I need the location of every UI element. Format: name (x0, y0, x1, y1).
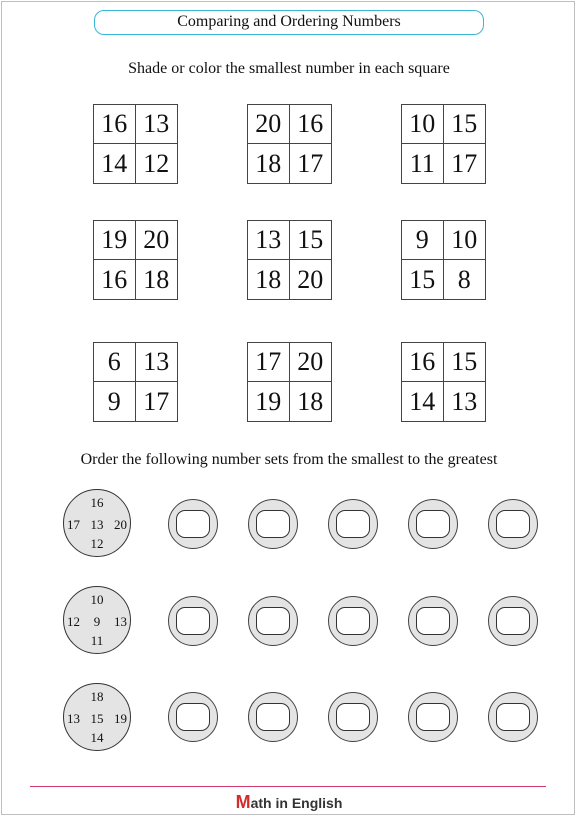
number-square (247, 104, 332, 184)
square-cell[interactable]: 15 (402, 260, 444, 299)
number-square (247, 220, 332, 300)
answer-ring (248, 692, 298, 742)
square-cell[interactable]: 9 (402, 221, 444, 260)
number-set-circle (63, 586, 131, 654)
square-cell[interactable]: 19 (94, 221, 136, 260)
number-square (401, 342, 486, 422)
answer-slot[interactable] (256, 510, 290, 538)
square-cell[interactable]: 10 (402, 105, 444, 144)
square-cell[interactable]: 18 (297, 386, 324, 416)
answer-ring (408, 499, 458, 549)
instruction-shade: Shade or color the smallest number in each square (128, 60, 450, 77)
answer-slot[interactable] (336, 607, 370, 635)
answer-ring (328, 499, 378, 549)
square-cell[interactable]: 16 (290, 105, 332, 144)
answer-slot[interactable] (496, 703, 530, 731)
set-number: 12 (67, 614, 80, 629)
square-cell[interactable]: 13 (136, 105, 178, 144)
instruction-order: Order the following number sets from the smallest to the greatest (80, 451, 498, 468)
answer-ring (168, 692, 218, 742)
number-square (401, 104, 486, 184)
square-cell[interactable]: 18 (248, 144, 290, 183)
number-square (93, 342, 178, 422)
answer-ring (168, 596, 218, 646)
number-square (247, 342, 332, 422)
answer-slot[interactable] (176, 510, 210, 538)
answer-ring (328, 692, 378, 742)
number-square (401, 220, 486, 300)
number-set-circle (63, 683, 131, 751)
square-cell[interactable]: 15 (290, 221, 332, 260)
square-cell[interactable]: 17 (297, 148, 324, 178)
answer-slot[interactable] (256, 703, 290, 731)
set-number: 19 (114, 711, 127, 726)
set-number: 11 (90, 633, 104, 648)
number-set-circle (63, 489, 131, 557)
square-cell[interactable]: 20 (136, 221, 178, 260)
square-cell[interactable]: 15 (444, 343, 486, 382)
square-cell[interactable]: 17 (248, 343, 290, 382)
set-number: 14 (90, 730, 104, 745)
square-cell[interactable]: 14 (94, 144, 136, 183)
square-cell[interactable]: 11 (402, 144, 444, 183)
answer-ring (168, 499, 218, 549)
answer-ring (328, 596, 378, 646)
square-cell[interactable]: 14 (402, 382, 444, 421)
answer-slot[interactable] (256, 607, 290, 635)
square-cell[interactable]: 16 (94, 260, 136, 299)
set-number: 15 (90, 711, 104, 726)
answer-slot[interactable] (336, 703, 370, 731)
answer-ring (488, 692, 538, 742)
square-cell[interactable]: 16 (402, 343, 444, 382)
answer-ring (408, 692, 458, 742)
answer-slot[interactable] (336, 510, 370, 538)
answer-slot[interactable] (496, 510, 530, 538)
set-number: 16 (90, 495, 104, 510)
answer-ring (488, 596, 538, 646)
square-cell[interactable]: 13 (136, 343, 178, 382)
answer-slot[interactable] (416, 510, 450, 538)
square-cell[interactable]: 6 (94, 343, 136, 382)
set-number: 9 (93, 614, 101, 629)
number-square (93, 104, 178, 184)
site-logo[interactable] (0, 792, 578, 813)
square-cell[interactable]: 8 (457, 264, 471, 294)
number-square (93, 220, 178, 300)
set-number: 18 (90, 689, 104, 704)
square-cell[interactable]: 13 (451, 386, 478, 416)
answer-slot[interactable] (416, 703, 450, 731)
square-cell[interactable]: 20 (290, 343, 332, 382)
square-cell[interactable]: 10 (444, 221, 486, 260)
answer-slot[interactable] (416, 607, 450, 635)
footer-divider (30, 786, 546, 787)
set-number: 13 (67, 711, 80, 726)
logo-letter: M (235, 792, 251, 812)
answer-slot[interactable] (176, 703, 210, 731)
square-cell[interactable]: 20 (248, 105, 290, 144)
page-title: Comparing and Ordering Numbers (94, 10, 484, 35)
square-cell[interactable]: 9 (94, 382, 136, 421)
set-number: 13 (90, 517, 104, 532)
set-number: 10 (90, 592, 104, 607)
square-cell[interactable]: 18 (143, 264, 170, 294)
set-number: 12 (90, 536, 104, 551)
set-number: 17 (67, 517, 80, 532)
square-cell[interactable]: 17 (143, 386, 170, 416)
square-cell[interactable]: 13 (248, 221, 290, 260)
logo-text: ath in English (250, 795, 343, 811)
answer-slot[interactable] (176, 607, 210, 635)
square-cell[interactable]: 17 (451, 148, 478, 178)
square-cell[interactable]: 19 (248, 382, 290, 421)
square-cell[interactable]: 20 (297, 264, 324, 294)
answer-ring (408, 596, 458, 646)
square-cell[interactable]: 16 (94, 105, 136, 144)
set-number: 13 (114, 614, 127, 629)
answer-ring (248, 596, 298, 646)
set-number: 20 (114, 517, 127, 532)
answer-slot[interactable] (496, 607, 530, 635)
square-cell[interactable]: 12 (143, 148, 170, 178)
square-cell[interactable]: 15 (444, 105, 486, 144)
square-cell[interactable]: 18 (248, 260, 290, 299)
answer-ring (248, 499, 298, 549)
answer-ring (488, 499, 538, 549)
